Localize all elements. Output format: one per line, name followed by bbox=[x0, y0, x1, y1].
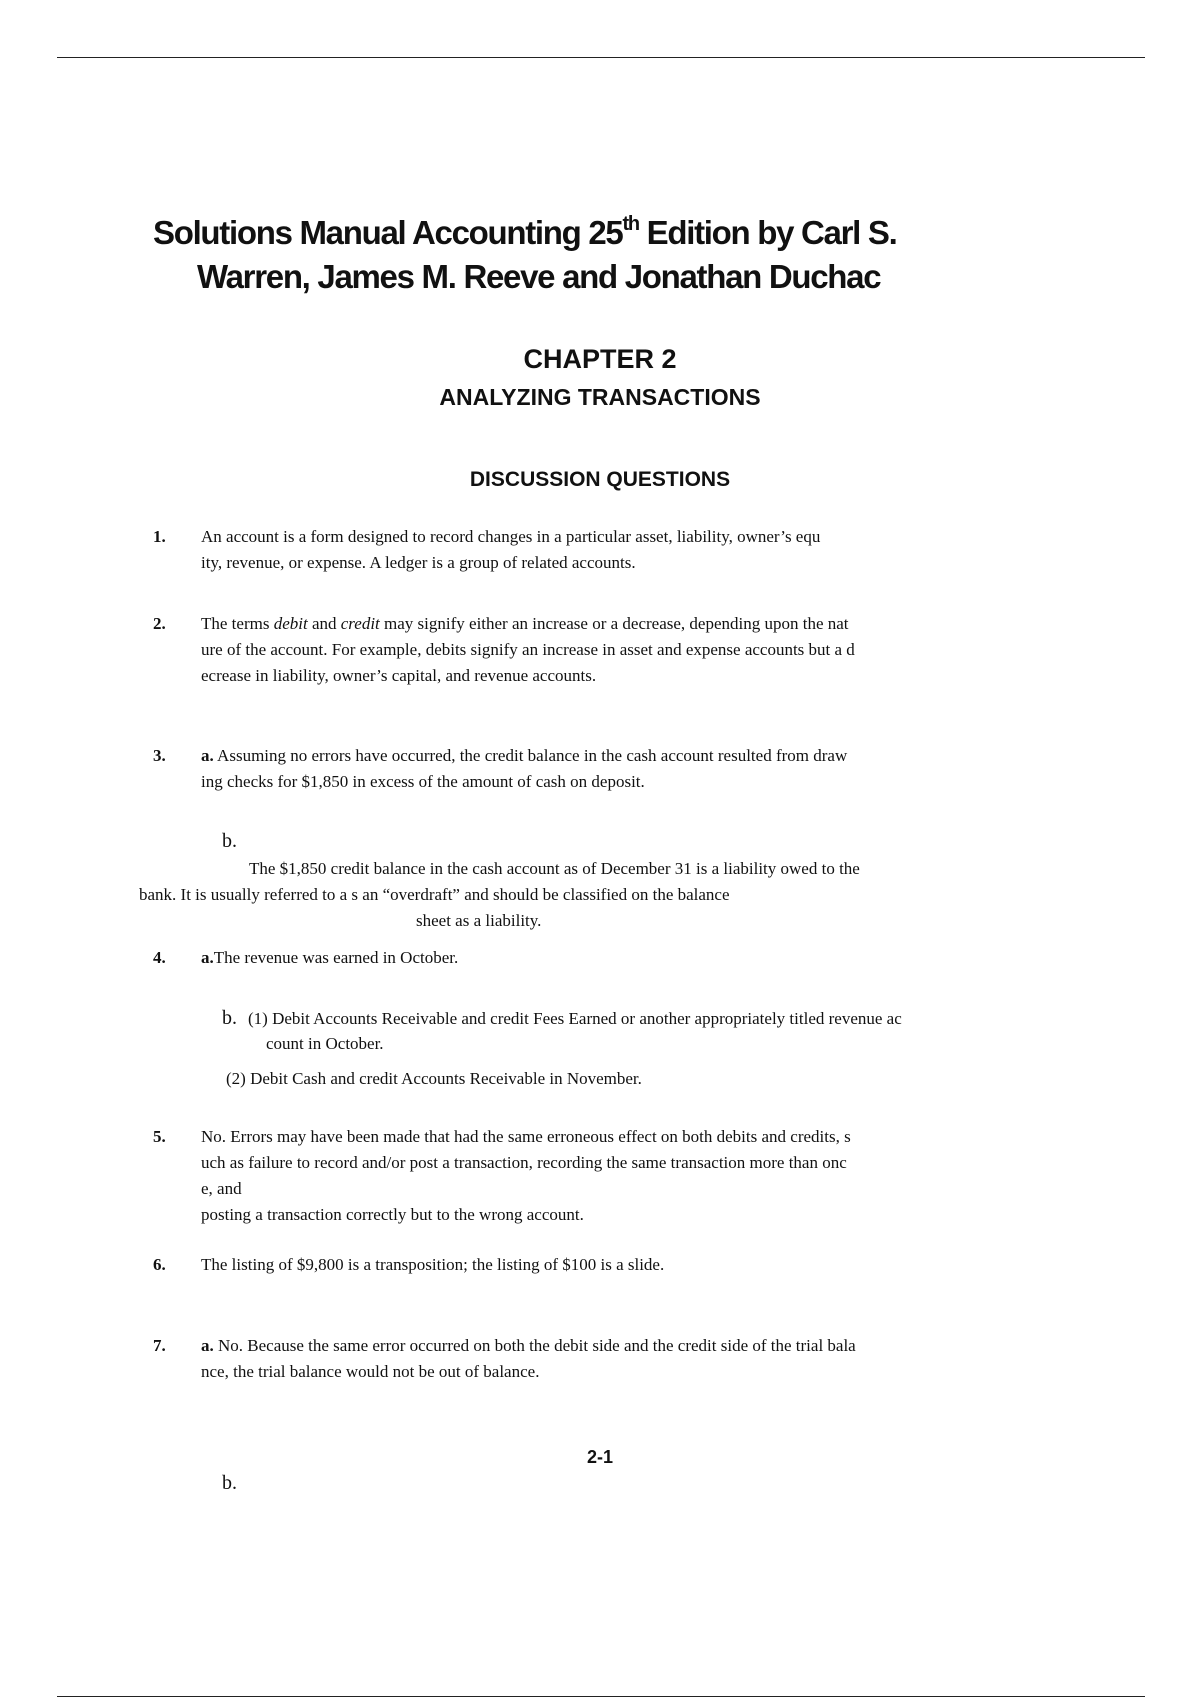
question-4b1-line2: count in October. bbox=[266, 1034, 384, 1053]
question-7b-label: b. bbox=[222, 1472, 237, 1494]
question-2-text: The terms debit and credit may signify either an increase or a decrease, depending upon the nat ure of the account. For example, debits signify an increase in asset and expense accounts but a d ecrease in liability, owner’s capital, and revenue accounts. bbox=[201, 614, 855, 685]
bottom-rule bbox=[57, 1696, 1145, 1697]
question-3b-line1: The $1,850 credit balance in the cash account as of December 31 is a liability owed to the bbox=[249, 859, 860, 878]
term-credit: credit bbox=[340, 614, 380, 633]
page-number: 2-1 bbox=[586, 1447, 613, 1467]
question-4b1-line1: (1) Debit Accounts Receivable and credit Fees Earned or another appropriately titled revenue ac bbox=[248, 1009, 902, 1028]
question-3b-line3: sheet as a liability. bbox=[416, 911, 542, 930]
top-rule bbox=[57, 57, 1145, 58]
term-debit: debit bbox=[273, 614, 308, 633]
question-5-number: 5. bbox=[153, 1127, 166, 1146]
question-4b-label: b. bbox=[222, 1007, 237, 1029]
question-1-text: An account is a form designed to record changes in a particular asset, liability, owner’s equ ity, revenue, or expense. A ledger is a group of related accounts. bbox=[201, 527, 821, 572]
question-2-number: 2. bbox=[153, 614, 166, 633]
question-4a-text: a.The revenue was earned in October. bbox=[201, 948, 459, 967]
question-7-number: 7. bbox=[153, 1336, 166, 1355]
chapter-heading: CHAPTER 2 bbox=[523, 344, 677, 374]
title-superscript: th bbox=[622, 213, 639, 235]
question-4b2-text: (2) Debit Cash and credit Accounts Receivable in November. bbox=[226, 1069, 642, 1088]
question-1-number: 1. bbox=[153, 527, 166, 546]
chapter-title: ANALYZING TRANSACTIONS bbox=[439, 384, 761, 410]
section-heading: DISCUSSION QUESTIONS bbox=[469, 468, 731, 491]
question-6-text: The listing of $9,800 is a transposition; the listing of $100 is a slide. bbox=[201, 1255, 665, 1274]
question-4-number: 4. bbox=[153, 948, 166, 967]
question-7a-text: a. No. Because the same error occurred on both the debit side and the credit side of the trial bala nce, the trial balance would not be out of balance. bbox=[201, 1336, 856, 1381]
question-3-number: 3. bbox=[153, 746, 166, 765]
document-title-line2: Warren, James M. Reeve and Jonathan Duchac bbox=[197, 258, 881, 295]
question-3b-label: b. bbox=[222, 830, 237, 852]
document-title-line1: Solutions Manual Accounting 25th Edition by Carl S. bbox=[153, 213, 897, 251]
question-5-text: No. Errors may have been made that had the same erroneous effect on both debits and credits, s uch as failure to record and/or post a transaction, recording the same transaction more than onc e, and posting a transaction correctly but to the wrong account. bbox=[201, 1127, 851, 1224]
question-3a-text: a. Assuming no errors have occurred, the credit balance in the cash account resulted from draw ing checks for $1,850 in excess of the amount of cash on deposit. bbox=[201, 746, 848, 791]
question-6-number: 6. bbox=[153, 1255, 166, 1274]
question-3b-line2: bank. It is usually referred to a s an “overdraft” and should be classified on the balance bbox=[139, 885, 730, 904]
